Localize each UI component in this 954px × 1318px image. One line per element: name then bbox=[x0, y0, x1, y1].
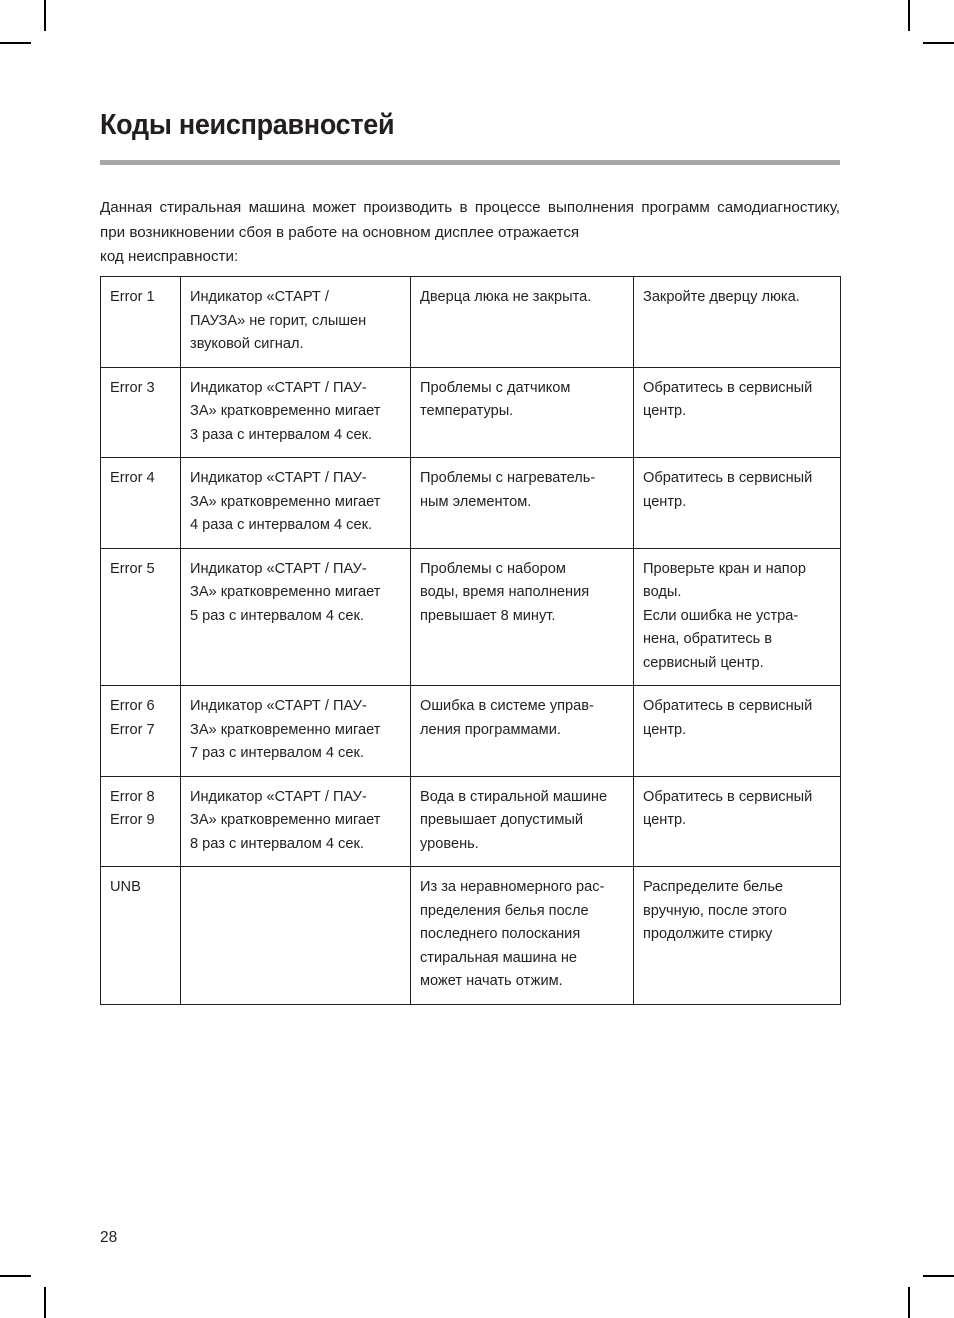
cell-error-code bbox=[101, 867, 181, 1005]
cell-text-line: Error 6 bbox=[110, 698, 155, 714]
crop-mark-bottom-right-horizontal bbox=[923, 1275, 954, 1277]
table-row bbox=[101, 776, 841, 867]
cell-cause bbox=[411, 686, 634, 777]
cell-text-line: ЗА» кратковременно мигает bbox=[190, 403, 381, 419]
cell-text-line: сервисный центр. bbox=[643, 654, 764, 671]
cell-text-line: Проблемы с набором bbox=[420, 560, 566, 577]
cell-remedy bbox=[634, 548, 841, 686]
crop-mark-top-right-horizontal bbox=[923, 42, 954, 44]
cell-error-code bbox=[101, 367, 181, 458]
cell-text-line: температуры. bbox=[420, 403, 514, 419]
cell-text-line: Проверьте кран и напор bbox=[643, 560, 806, 577]
cell-indicator bbox=[181, 277, 411, 368]
cell-text-line: стиральная машина не bbox=[420, 949, 578, 966]
cell-text-line: последнего полоскания bbox=[420, 926, 581, 942]
cell-cause bbox=[411, 867, 634, 1005]
cell-text-line: UNB bbox=[110, 879, 141, 895]
cell-remedy bbox=[634, 367, 841, 458]
cell-text-line: 7 раз с интервалом 4 сек. bbox=[190, 745, 364, 761]
cell-text-line: Дверца люка не закрыта. bbox=[420, 289, 592, 305]
cell-text-line: Error 9 bbox=[110, 812, 155, 828]
cell-text-line: Error 7 bbox=[110, 721, 155, 738]
title-divider-rule bbox=[100, 160, 840, 165]
cell-indicator bbox=[181, 548, 411, 686]
cell-text-line: 8 раз с интервалом 4 сек. bbox=[190, 835, 364, 852]
cell-text-line: Индикатор «СТАРТ / bbox=[190, 289, 329, 305]
cell-text-line: Индикатор «СТАРТ / ПАУ- bbox=[190, 560, 367, 577]
intro-paragraph-line-2: код неисправности: bbox=[100, 248, 239, 265]
table-row bbox=[101, 548, 841, 686]
cell-text-line: Вода в стиральной машине bbox=[420, 788, 608, 805]
cell-indicator bbox=[181, 776, 411, 867]
cell-indicator bbox=[181, 458, 411, 549]
cell-text-line: Error 5 bbox=[110, 560, 155, 577]
cell-text-line: центр. bbox=[643, 721, 687, 738]
crop-mark-top-left-vertical bbox=[44, 0, 46, 31]
cell-text-line: Из за неравномерного рас- bbox=[420, 879, 605, 895]
table-row bbox=[101, 367, 841, 458]
cell-text-line: Если ошибка не устра- bbox=[643, 607, 799, 624]
cell-text-line: Error 4 bbox=[110, 470, 155, 486]
crop-mark-top-right-vertical bbox=[908, 0, 910, 31]
cell-cause bbox=[411, 776, 634, 867]
intro-paragraph-line-1: Данная стиральная машина может производить в процессе выполнения программ самодиагностику, при возникновении сбоя в работе на основном дисплее отражается bbox=[100, 199, 840, 241]
cell-text-line: Error 8 bbox=[110, 788, 155, 805]
cell-text-line: ЗА» кратковременно мигает bbox=[190, 812, 381, 828]
cell-text-line: ЗА» кратковременно мигает bbox=[190, 584, 381, 600]
cell-text-line: Индикатор «СТАРТ / ПАУ- bbox=[190, 379, 367, 396]
cell-text-line: 5 раз с интервалом 4 сек. bbox=[190, 607, 364, 624]
cell-text-line: Закройте дверцу люка. bbox=[643, 289, 800, 305]
cell-text-line: ЗА» кратковременно мигает bbox=[190, 493, 381, 510]
page-number: 28 bbox=[100, 1229, 118, 1246]
crop-mark-bottom-right-vertical bbox=[908, 1287, 910, 1318]
cell-text-line: Error 3 bbox=[110, 379, 155, 396]
cell-text-line: Обратитесь в сервисный bbox=[643, 470, 813, 486]
error-codes-table bbox=[100, 276, 841, 1005]
cell-remedy bbox=[634, 458, 841, 549]
cell-text-line: воды. bbox=[643, 584, 682, 600]
cell-text-line: превышает 8 минут. bbox=[420, 607, 556, 624]
table-row bbox=[101, 277, 841, 368]
cell-indicator bbox=[181, 367, 411, 458]
cell-text-line: ным элементом. bbox=[420, 493, 532, 510]
cell-text-line: Ошибка в системе управ- bbox=[420, 698, 594, 714]
cell-text-line: нена, обратитесь в bbox=[643, 631, 773, 647]
cell-text-line: Индикатор «СТАРТ / ПАУ- bbox=[190, 698, 367, 714]
cell-text-line: центр. bbox=[643, 403, 687, 419]
cell-text-line: Обратитесь в сервисный bbox=[643, 788, 813, 805]
intro-paragraph bbox=[100, 196, 840, 270]
cell-text-line: звуковой сигнал. bbox=[190, 336, 304, 352]
cell-remedy bbox=[634, 867, 841, 1005]
cell-text-line: Обратитесь в сервисный bbox=[643, 379, 813, 396]
cell-text-line: пределения белья после bbox=[420, 902, 589, 919]
cell-remedy bbox=[634, 776, 841, 867]
cell-text-line: ления программами. bbox=[420, 721, 561, 738]
cell-text-line: ПАУЗА» не горит, слышен bbox=[190, 312, 367, 329]
cell-indicator bbox=[181, 686, 411, 777]
cell-text-line: Проблемы с нагреватель- bbox=[420, 470, 596, 486]
cell-text-line: 4 раза с интервалом 4 сек. bbox=[190, 517, 373, 533]
crop-mark-bottom-left-vertical bbox=[44, 1287, 46, 1318]
table-row bbox=[101, 686, 841, 777]
cell-error-code bbox=[101, 776, 181, 867]
table-row bbox=[101, 458, 841, 549]
cell-cause bbox=[411, 548, 634, 686]
error-codes-table-body bbox=[101, 277, 841, 1005]
cell-text-line: продолжите стирку bbox=[643, 926, 773, 942]
cell-remedy bbox=[634, 686, 841, 777]
cell-text-line: ЗА» кратковременно мигает bbox=[190, 721, 381, 738]
crop-mark-bottom-left-horizontal bbox=[0, 1275, 31, 1277]
cell-remedy bbox=[634, 277, 841, 368]
cell-text-line: Error 1 bbox=[110, 289, 155, 305]
cell-text-line: Распределите белье bbox=[643, 879, 784, 895]
cell-cause bbox=[411, 277, 634, 368]
cell-error-code bbox=[101, 277, 181, 368]
cell-error-code bbox=[101, 458, 181, 549]
cell-text-line: превышает допустимый bbox=[420, 812, 584, 828]
cell-text-line: может начать отжим. bbox=[420, 973, 563, 989]
cell-text-line: Индикатор «СТАРТ / ПАУ- bbox=[190, 788, 367, 805]
cell-text-line: уровень. bbox=[420, 835, 479, 852]
cell-error-code bbox=[101, 686, 181, 777]
page-title: Коды неисправностей bbox=[100, 109, 395, 141]
cell-text-line: 3 раза с интервалом 4 сек. bbox=[190, 426, 373, 443]
cell-text-line: центр. bbox=[643, 812, 687, 828]
table-row bbox=[101, 867, 841, 1005]
cell-text-line: центр. bbox=[643, 493, 687, 510]
cell-cause bbox=[411, 458, 634, 549]
crop-mark-top-left-horizontal bbox=[0, 42, 31, 44]
cell-text-line: Проблемы с датчиком bbox=[420, 379, 571, 396]
cell-cause bbox=[411, 367, 634, 458]
cell-text-line: Обратитесь в сервисный bbox=[643, 698, 813, 714]
cell-text-line: Индикатор «СТАРТ / ПАУ- bbox=[190, 470, 367, 486]
cell-text-line: вручную, после этого bbox=[643, 902, 787, 919]
cell-text-line: воды, время наполнения bbox=[420, 584, 590, 600]
cell-indicator bbox=[181, 867, 411, 1005]
page-content bbox=[100, 0, 840, 1318]
cell-error-code bbox=[101, 548, 181, 686]
